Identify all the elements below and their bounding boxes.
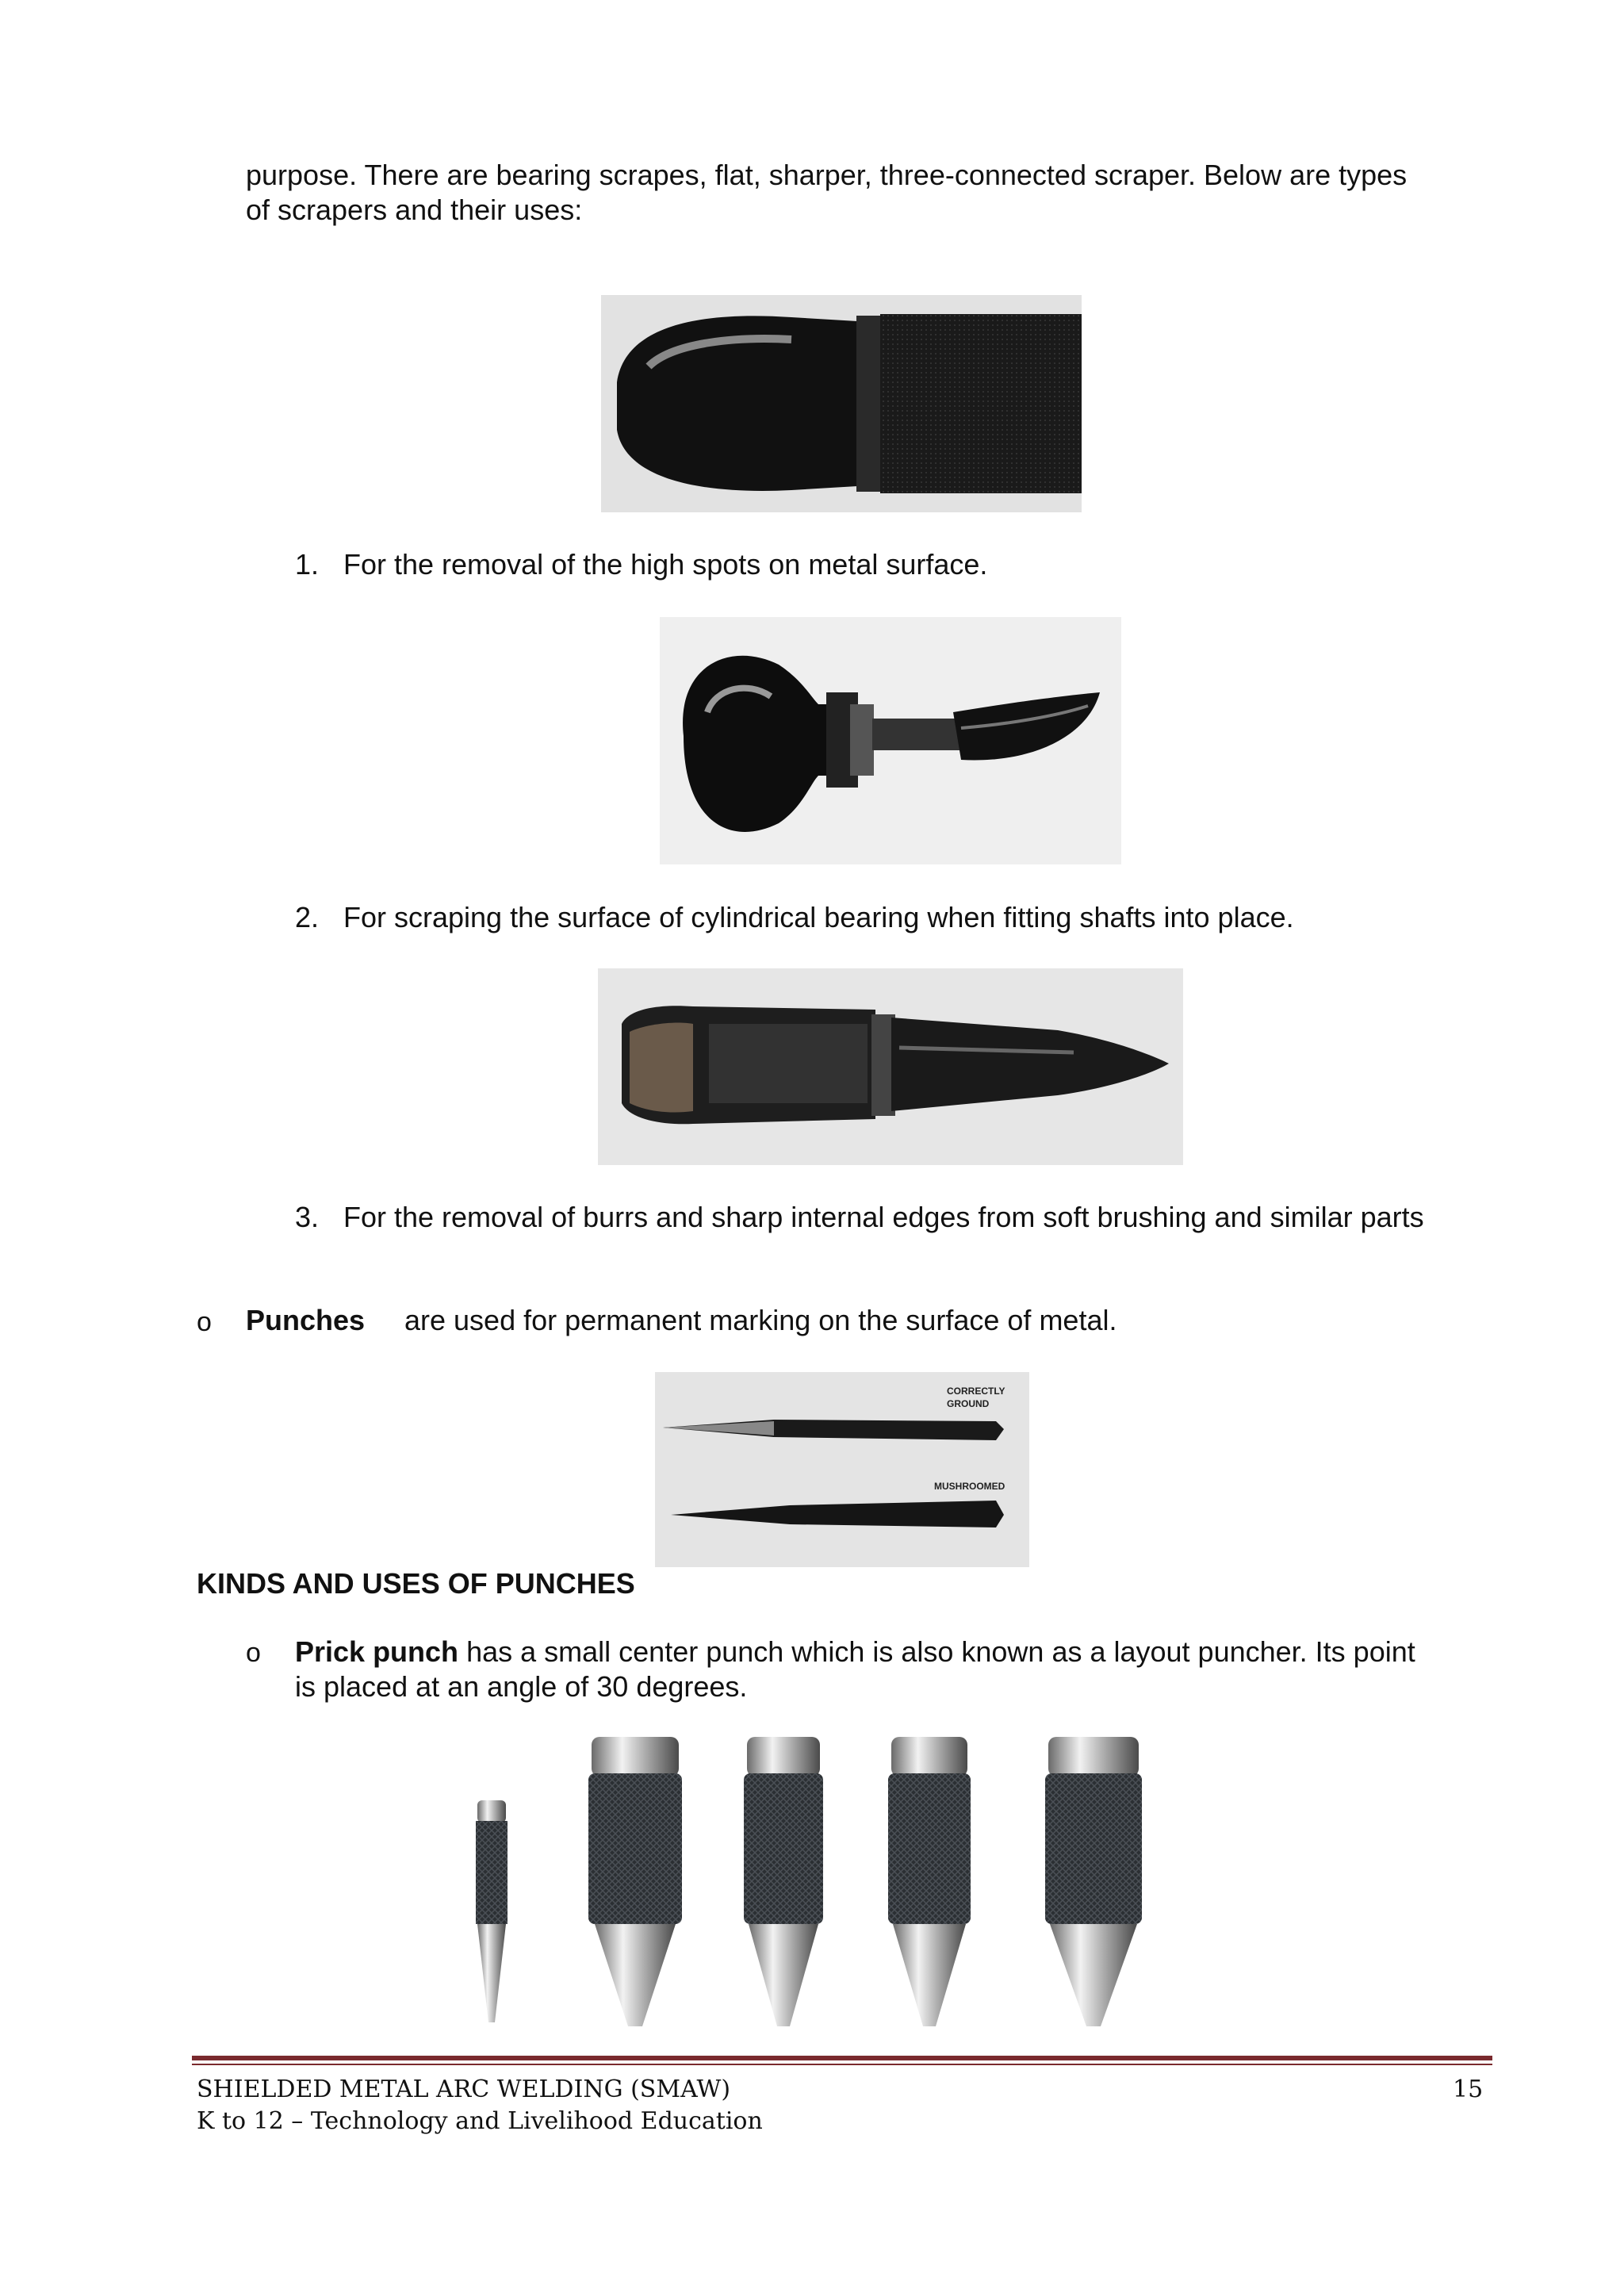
prick-line-2: is placed at an angle of 30 degrees. [295, 1670, 748, 1703]
scraper-2-text: For scraping the surface of cylindrical bearing when fitting shafts into place. [343, 901, 1294, 933]
scraper-3-number: 3. [295, 1201, 320, 1233]
footer-rule-thick [192, 2056, 1492, 2060]
footer-rule-thin [192, 2064, 1492, 2065]
scraper-3-text: For the removal of burrs and sharp internal edges from soft brushing and similar parts [343, 1201, 1424, 1233]
prick-punches-photo [460, 1729, 1158, 2030]
punches-term: Punches [246, 1304, 366, 1336]
intro-line-1: purpose. There are bearing scrapes, flat, sharper, three-connected scraper. Below are types [246, 159, 1408, 191]
ground-label: GROUND [947, 1398, 990, 1409]
intro-line-2: of scrapers and their uses: [246, 194, 583, 226]
bearing-scraper-image [601, 295, 1082, 512]
scraper-1-text: For the removal of the high spots on metal surface. [343, 548, 988, 581]
scraper-2-number: 2. [295, 901, 320, 933]
mushroomed-label: MUSHROOMED [934, 1481, 1005, 1492]
prick-bullet: o [246, 1638, 261, 1668]
curved-scraper-image [660, 617, 1121, 864]
footer-title: SHIELDED METAL ARC WELDING (SMAW) [197, 2076, 731, 2103]
correctly-label: CORRECTLY [947, 1386, 1005, 1397]
three-cornered-scraper-image [598, 968, 1183, 1165]
prick-line-1 [295, 1635, 1415, 1669]
prick-term: Prick punch [295, 1635, 459, 1668]
punches-text: are used for permanent marking on the surface of metal. [404, 1304, 1117, 1336]
footer-subtitle: K to 12 – Technology and Livelihood Education [197, 2107, 763, 2135]
punches-photo [655, 1372, 1029, 1567]
prick-line-1-text: has a small center punch which is also known as a layout puncher. Its point [466, 1635, 1415, 1668]
scraper-1-number: 1. [295, 548, 320, 581]
punches-bullet: o [197, 1307, 212, 1337]
kinds-heading: KINDS AND USES OF PUNCHES [197, 1567, 635, 1600]
page-number: 15 [1453, 2076, 1484, 2103]
